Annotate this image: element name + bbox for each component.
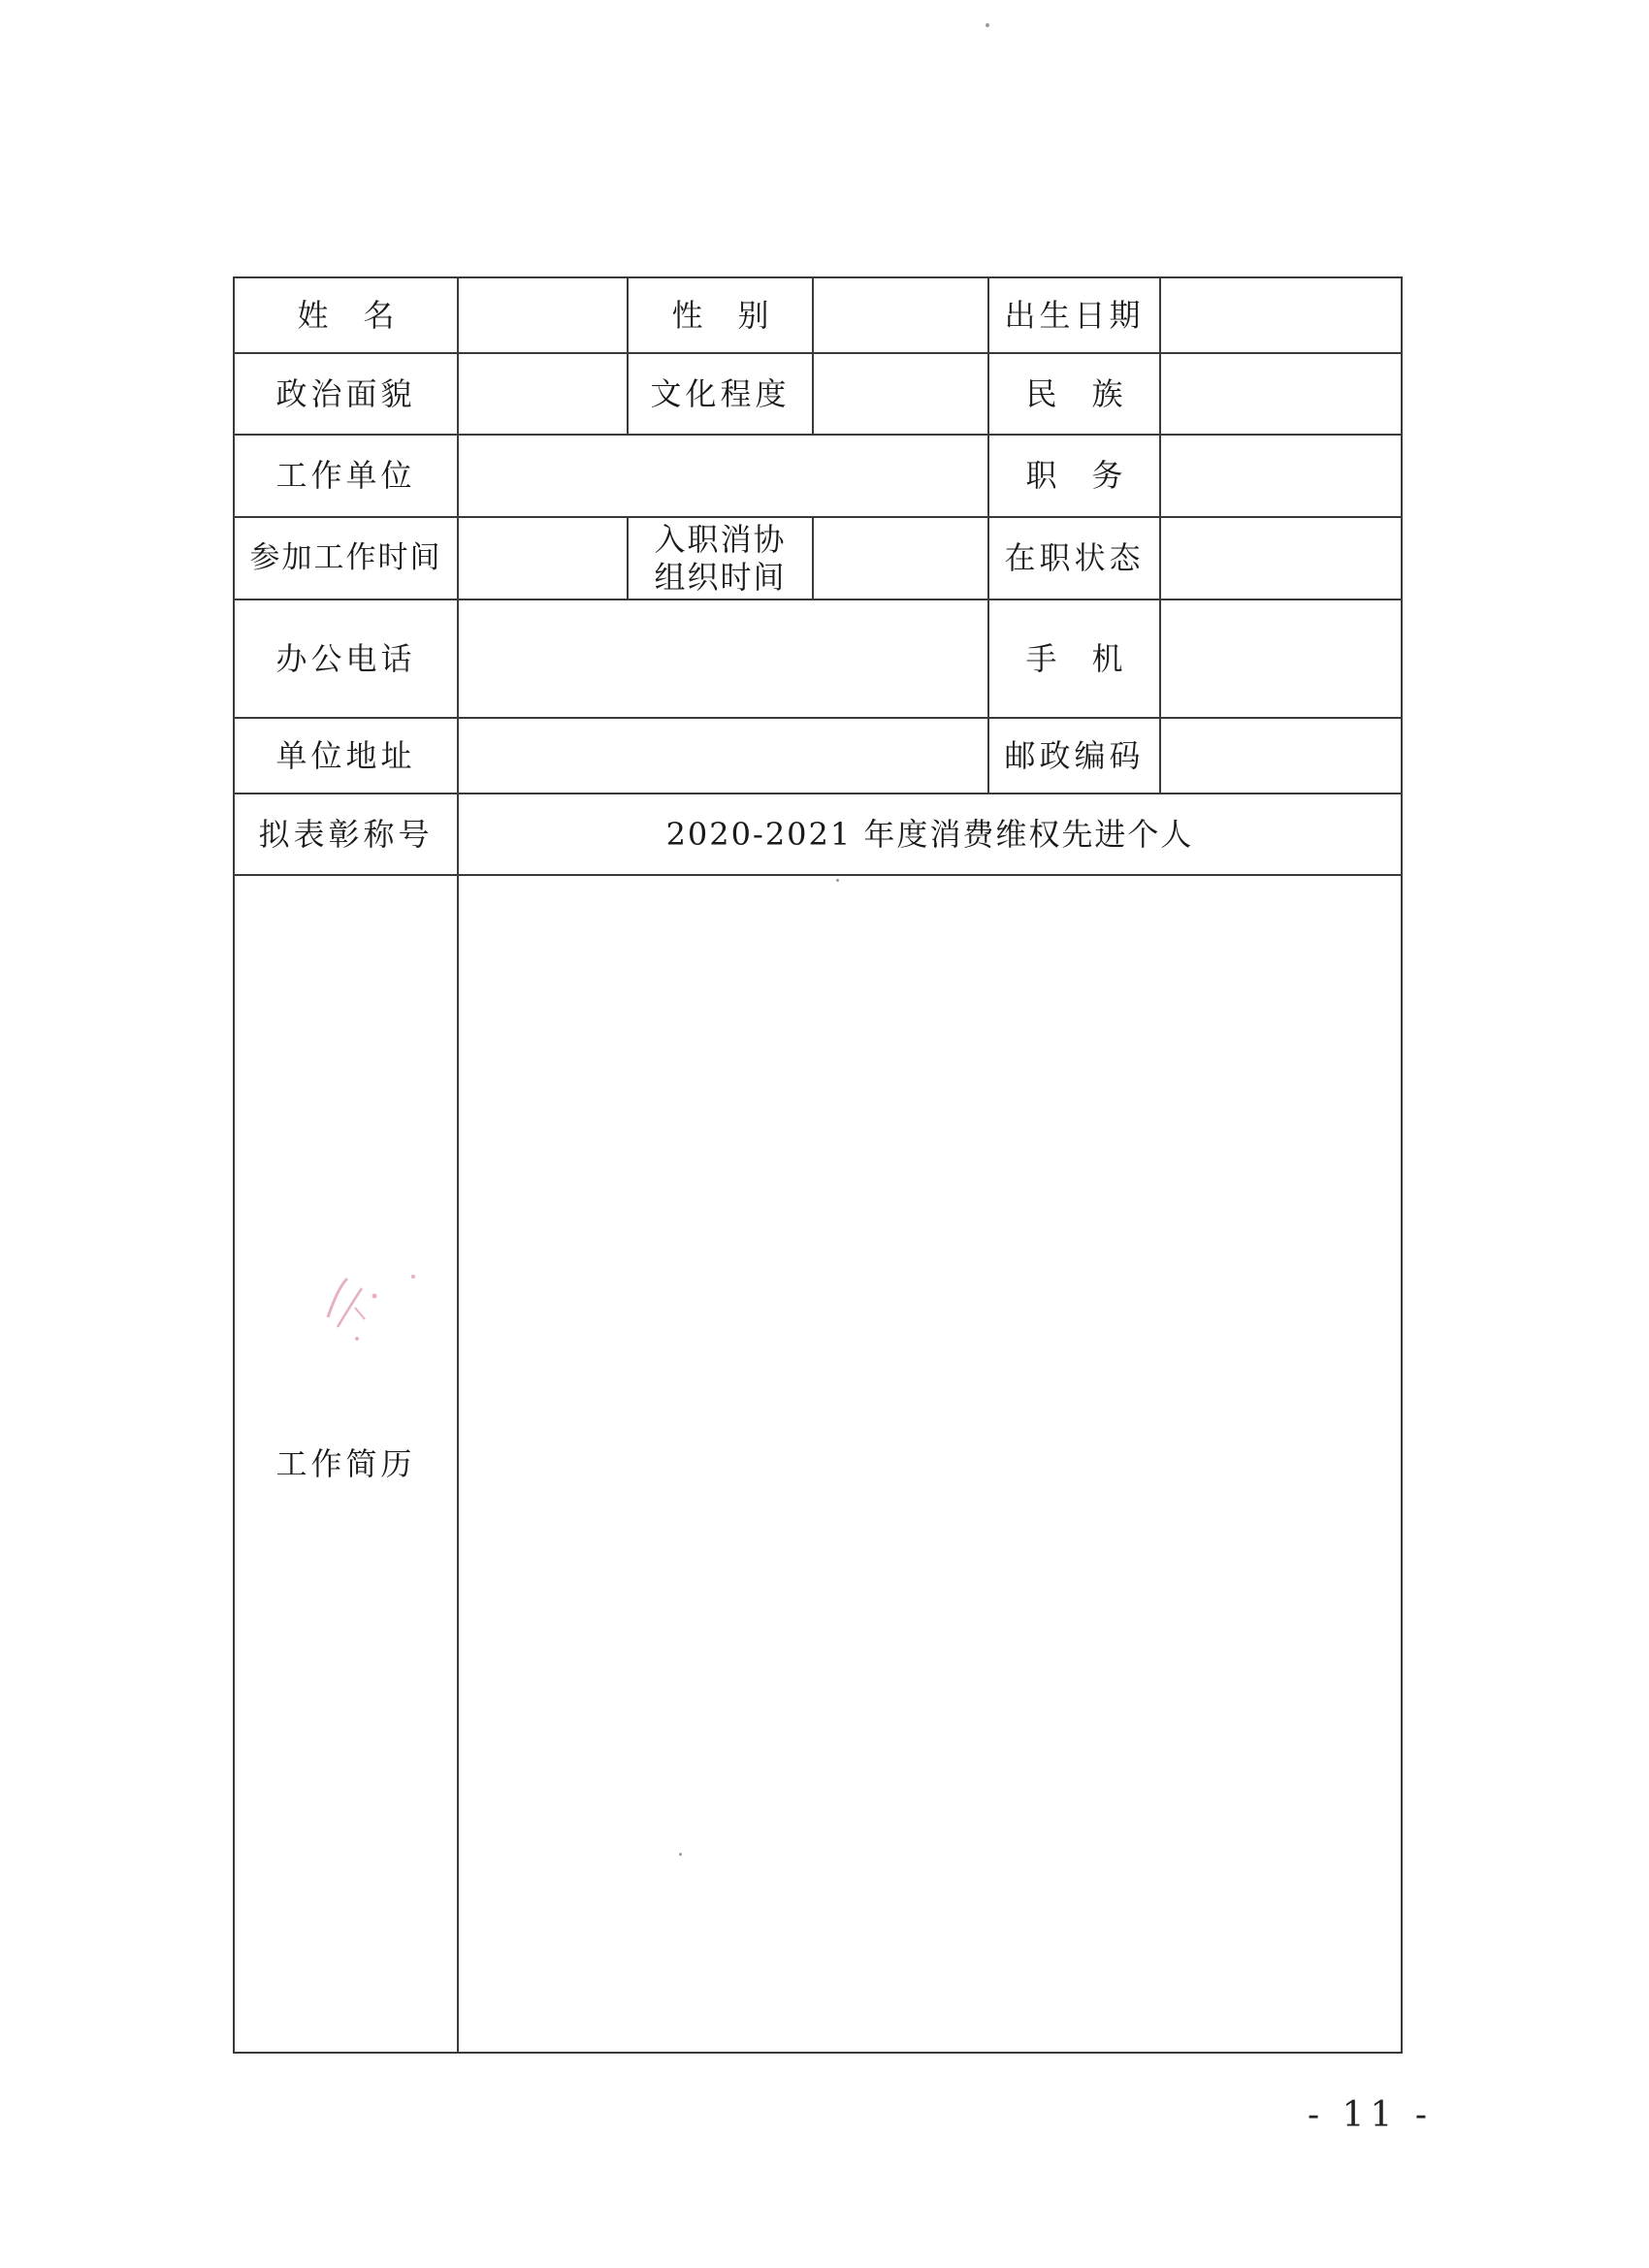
form-row-employment	[234, 517, 1402, 599]
join-time-field[interactable]	[813, 517, 988, 599]
form-row-work-unit	[234, 435, 1402, 517]
work-history-label: 工作简历	[234, 875, 458, 2053]
nomination-form-table	[233, 276, 1403, 2054]
employment-status-field[interactable]	[1160, 517, 1402, 599]
birth-date-label: 出生日期	[988, 277, 1160, 353]
unit-address-field[interactable]	[458, 718, 988, 794]
mobile-label: 手机	[988, 599, 1160, 718]
form-row-honor	[234, 794, 1402, 875]
form-row-basic	[234, 277, 1402, 353]
form-row-address	[234, 718, 1402, 794]
join-time-label	[628, 517, 813, 599]
form-row-background	[234, 353, 1402, 435]
page-number: - 11 -	[1308, 2095, 1434, 2135]
form-row-phones	[234, 599, 1402, 718]
education-field[interactable]	[813, 353, 988, 435]
join-time-label-line1: 入职消协	[654, 521, 787, 559]
postal-code-field[interactable]	[1160, 718, 1402, 794]
education-label: 文化程度	[628, 353, 813, 435]
scan-speck	[986, 23, 989, 27]
position-label: 职务	[988, 435, 1160, 517]
office-phone-field[interactable]	[458, 599, 988, 718]
work-start-time-label: 参加工作时间	[234, 517, 458, 599]
form-row-work-history	[234, 875, 1402, 2053]
work-history-field[interactable]	[458, 875, 1402, 2053]
scan-speck	[836, 879, 839, 882]
name-label: 姓名	[234, 277, 458, 353]
ethnicity-field[interactable]	[1160, 353, 1402, 435]
scan-speck	[679, 1853, 682, 1856]
ethnicity-label: 民族	[988, 353, 1160, 435]
mobile-field[interactable]	[1160, 599, 1402, 718]
birth-date-field[interactable]	[1160, 277, 1402, 353]
work-unit-field[interactable]	[458, 435, 988, 517]
proposed-honor-label: 拟表彰称号	[234, 794, 458, 875]
work-unit-label: 工作单位	[234, 435, 458, 517]
political-status-field[interactable]	[458, 353, 628, 435]
political-status-label: 政治面貌	[234, 353, 458, 435]
faint-stamp-mark	[308, 1259, 435, 1346]
employment-status-label: 在职状态	[988, 517, 1160, 599]
name-field[interactable]	[458, 277, 628, 353]
office-phone-label: 办公电话	[234, 599, 458, 718]
work-start-time-field[interactable]	[458, 517, 628, 599]
position-field[interactable]	[1160, 435, 1402, 517]
gender-label: 性别	[628, 277, 813, 353]
postal-code-label: 邮政编码	[988, 718, 1160, 794]
gender-field[interactable]	[813, 277, 988, 353]
proposed-honor-value[interactable]: 2020-2021 年度消费维权先进个人	[458, 794, 1402, 875]
unit-address-label: 单位地址	[234, 718, 458, 794]
join-time-label-line2: 组织时间	[654, 558, 787, 596]
